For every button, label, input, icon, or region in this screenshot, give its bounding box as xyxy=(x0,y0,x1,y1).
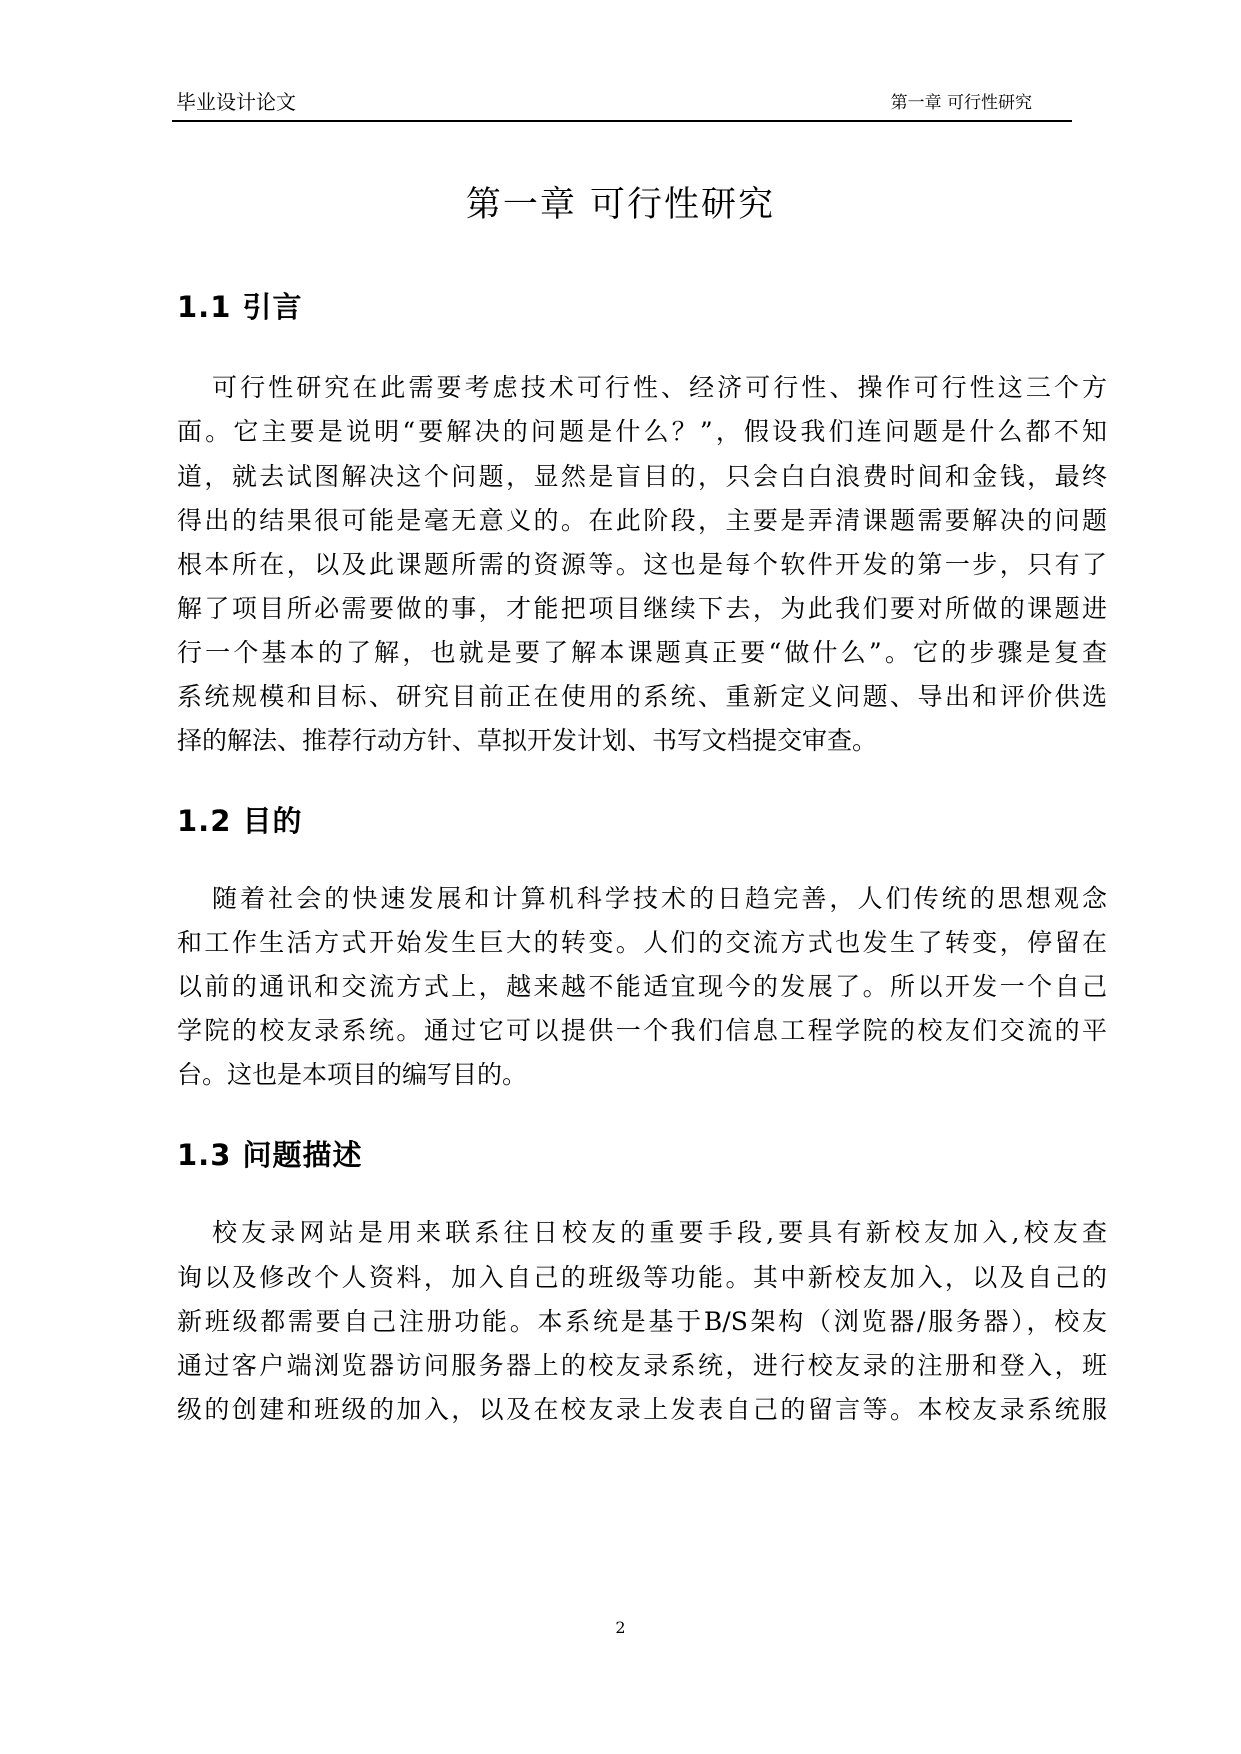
paragraph-line: 面。它主要是说明“要解决的问题是什么？”，假设我们连问题是什么都不知 xyxy=(177,417,1107,446)
paragraph-line: 询以及修改个人资料，加入自己的班级等功能。其中新校友加入，以及自己的 xyxy=(177,1263,1107,1292)
paragraph-line: 通过客户端浏览器访问服务器上的校友录系统，进行校友录的注册和登入，班 xyxy=(177,1351,1107,1380)
running-header xyxy=(172,86,1072,122)
paragraph-line: 随着社会的快速发展和计算机科学技术的日趋完善，人们传统的思想观念 xyxy=(212,884,1107,913)
section-heading-problem: 1.3 问题描述 xyxy=(177,1138,363,1172)
chapter-title: 第一章 可行性研究 xyxy=(465,185,776,225)
paragraph-line: 行一个基本的了解，也就是要了解本课题真正要“做什么”。它的步骤是复查 xyxy=(177,638,1107,667)
section-heading-purpose: 1.2 目的 xyxy=(177,804,303,838)
paragraph-line: 解了项目所必需要做的事，才能把项目继续下去，为此我们要对所做的课题进 xyxy=(177,594,1107,623)
paragraph-line: 以前的通讯和交流方式上，越来越不能适宜现今的发展了。所以开发一个自己 xyxy=(177,972,1107,1001)
section-heading-intro: 1.1 引言 xyxy=(177,290,303,324)
paragraph-line: 择的解法、推荐行动方针、草拟开发计划、书写文档提交审查。 xyxy=(177,726,878,755)
paragraph-line: 可行性研究在此需要考虑技术可行性、经济可行性、操作可行性这三个方 xyxy=(212,373,1107,402)
page-number: 2 xyxy=(615,1618,626,1637)
header-chapter-label: 第一章 可行性研究 xyxy=(890,93,1032,113)
paragraph-line: 台。这也是本项目的编写目的。 xyxy=(177,1060,528,1089)
paragraph-line: 和工作生活方式开始发生巨大的转变。人们的交流方式也发生了转变，停留在 xyxy=(177,928,1107,957)
paragraph-line: 系统规模和目标、研究目前正在使用的系统、重新定义问题、导出和评价供选 xyxy=(177,682,1107,711)
paragraph-line: 得出的结果很可能是毫无意义的。在此阶段，主要是弄清课题需要解决的问题 xyxy=(177,506,1107,535)
paragraph-line: 根本所在，以及此课题所需的资源等。这也是每个软件开发的第一步，只有了 xyxy=(177,550,1107,579)
header-thesis-label: 毕业设计论文 xyxy=(176,90,296,114)
paragraph-line: 校友录网站是用来联系往日校友的重要手段,要具有新校友加入,校友查 xyxy=(212,1218,1107,1247)
paragraph-line: 级的创建和班级的加入，以及在校友录上发表自己的留言等。本校友录系统服 xyxy=(177,1395,1107,1424)
paragraph-line: 学院的校友录系统。通过它可以提供一个我们信息工程学院的校友们交流的平 xyxy=(177,1016,1107,1045)
paragraph-line: 道，就去试图解决这个问题，显然是盲目的，只会白白浪费时间和金钱，最终 xyxy=(177,462,1107,491)
paragraph-line: 新班级都需要自己注册功能。本系统是基于B/S架构（浏览器/服务器），校友 xyxy=(177,1307,1107,1336)
